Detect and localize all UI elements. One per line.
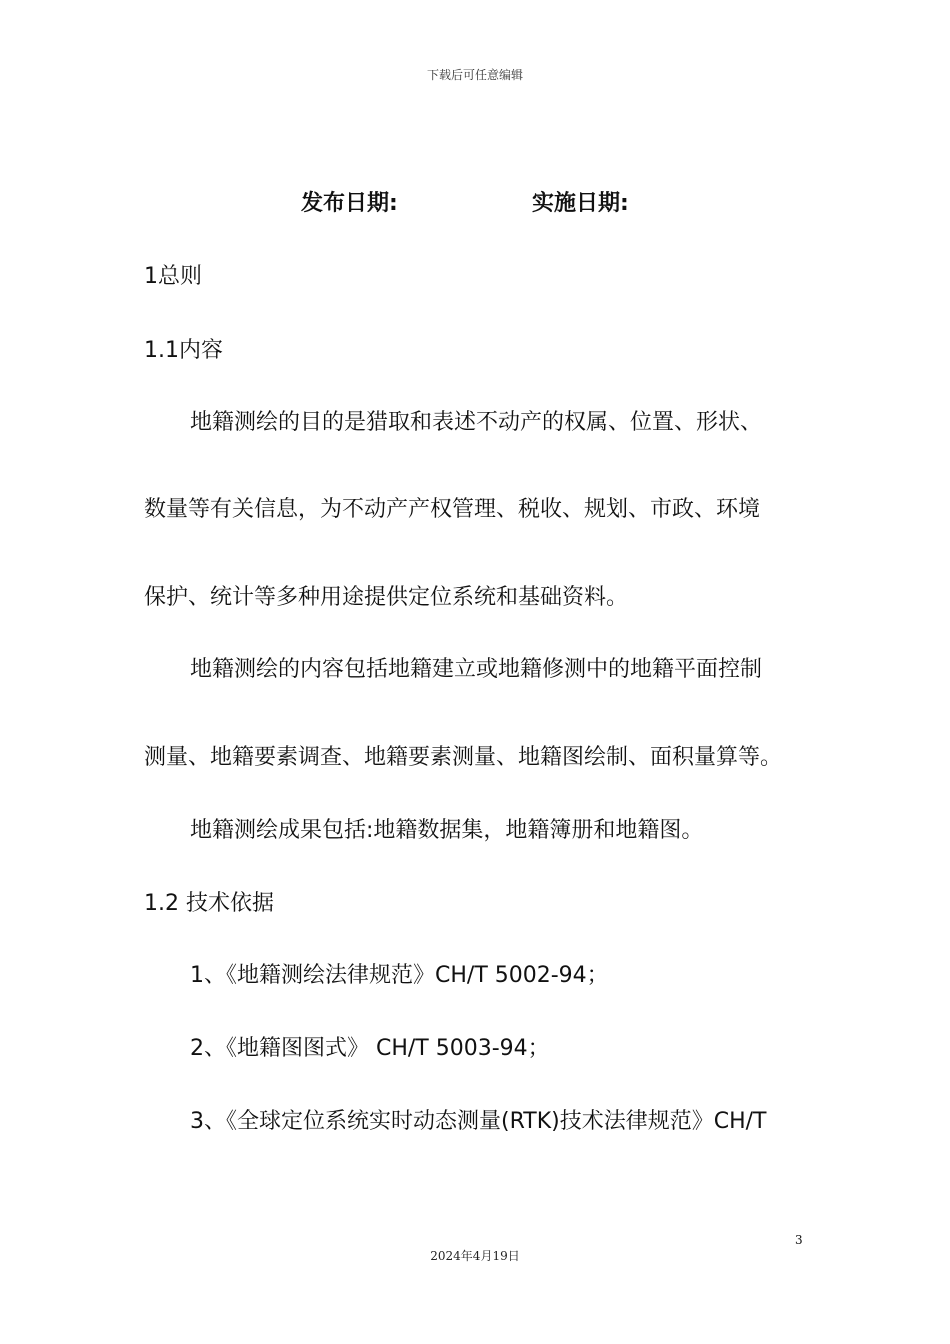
- paragraph-line: 测量、地籍要素调查、地籍要素测量、地籍图绘制、面积量算等。: [144, 745, 783, 770]
- paragraph-line: 数量等有关信息，为不动产产权管理、税收、规划、市政、环境: [144, 497, 761, 522]
- subsection-heading-content: 1.1内容: [144, 338, 223, 363]
- subsection-heading-technical-basis: 1.2 技术依据: [144, 891, 274, 916]
- paragraph-line: 地籍测绘的目的是猎取和表述不动产的权属、位置、形状、: [190, 410, 763, 435]
- page-header-note: 下载后可任意编辑: [426, 68, 523, 82]
- reference-list-item: 3、《全球定位系统实时动态测量(RTK)技术法律规范》CH/T: [190, 1109, 767, 1134]
- paragraph-line: 保护、统计等多种用途提供定位系统和基础资料。: [144, 585, 629, 610]
- reference-list-item: 1、《地籍测绘法律规范》CH/T 5002-94；: [190, 963, 609, 988]
- page-number: 3: [795, 1233, 803, 1247]
- paragraph-line: 地籍测绘的内容包括地籍建立或地籍修测中的地籍平面控制: [190, 657, 763, 682]
- section-heading-general: 1总则: [144, 264, 202, 289]
- implement-date-label: 实施日期:: [532, 191, 629, 216]
- reference-list-item: 2、《地籍图图式》 CH/T 5003-94；: [190, 1036, 550, 1061]
- paragraph-line: 地籍测绘成果包括:地籍数据集，地籍簿册和地籍图。: [190, 818, 704, 843]
- publish-date-label: 发布日期:: [301, 191, 398, 216]
- footer-date: 2024年4月19日: [430, 1249, 520, 1263]
